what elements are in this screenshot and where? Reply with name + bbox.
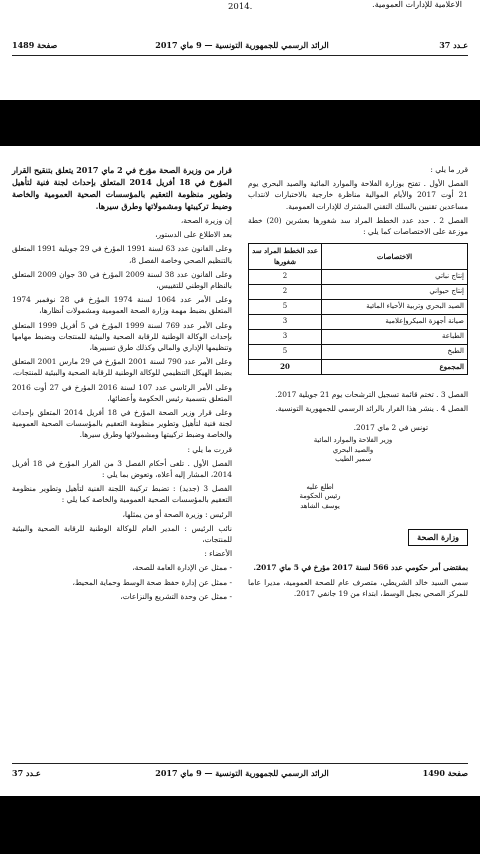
article-1: الفصل الأول . تفتح بوزارة الفلاحة والموارد المائية والصيد البحري يوم 21 أوت 2017 والأيام الموالية مناظرة خارجية بالاختبارات لانتداب مساعدين تقنيين بالسلك التقني المشترك للإدارات العمومية. <box>248 179 469 211</box>
footer-issue-number: عـدد 37 <box>12 768 41 778</box>
paragraph: بعد الاطلاع على الدستور، <box>155 230 232 240</box>
page-number: صفحة 1489 <box>12 40 58 50</box>
decision-intro: قرر ما يلي : <box>430 165 468 174</box>
footer-rule <box>12 763 468 764</box>
paragraph: الفصل الأول . تلغى أحكام الفصل 3 من القرار المؤرخ في 18 أفريل 2014، المشار إليه أعلاه، وتعوض بما يلي : <box>12 458 232 480</box>
paragraph: وعلى الأمر الرئاسي عدد 107 لسنة 2016 المؤرخ في 27 أوت 2016 المتعلق بتسمية رئيس الحكومة وأعضائها، <box>12 382 233 403</box>
list-item: - ممثل عن الإدارة العامة للصحة، <box>132 563 232 573</box>
col-header-count: عدد الخطط المراد سد شغورها <box>249 244 322 269</box>
article-3: الفصل 3 . تختم قائمة تسجيل الترشحات يوم 21 جويلية 2017. <box>275 389 468 399</box>
list-item: - ممثل عن إدارة حفظ صحة الوسط وحماية المحيط، <box>72 577 232 587</box>
paragraph: وعلى الأمر عدد 1064 لسنة 1974 المؤرخ في 28 نوفمبر 1974 المتعلق بضبط مهمة وزارة الصحة العمومية ومشمولات أنظارها، <box>12 295 232 316</box>
paragraph: قررت ما يلي : <box>187 444 232 454</box>
ministry-heading: وزارة الصحة <box>408 529 468 546</box>
minister-signature: وزير الفلاحة والموارد المائية والصيد البحري سمير الطيب <box>313 436 393 464</box>
left-column <box>12 164 232 605</box>
black-band-top <box>0 100 480 146</box>
header-rule <box>12 55 468 56</box>
cut-text-left: 2014. <box>228 2 253 12</box>
col-header-specialty: الاختصاصات <box>322 244 468 269</box>
list-item: - ممثل عن وحدة التشريع والنزاعات، <box>120 591 232 601</box>
paragraph: وعلى القانون عدد 63 لسنة 1991 المؤرخ في 29 جويلية 1991 المتعلق بالتنظيم الصحي وخاصة الفصل 8، <box>12 244 232 265</box>
table-row: صيانة أجهزة الميكروإعلامية 3 <box>249 314 468 329</box>
page-footer <box>12 768 468 782</box>
paragraph: وعلى قرار وزير الصحة المؤرخ في 18 أفريل 2014 المتعلق بإحداث لجنة فنية لتأهيل وتطوير منظومة التعقيم بالمؤسسات الصحية العمومية والخاصة وضبط تركيبتها ومشمولاتها وطرق سيرها. <box>12 408 232 440</box>
black-band-bottom <box>0 796 480 854</box>
previous-page-fragment <box>0 0 480 100</box>
pm-visa: اطلع عليه رئيس الحكومة يوسف الشاهد <box>299 482 341 510</box>
footer-page-number: صفحة 1490 <box>422 768 468 778</box>
paragraph: الأعضاء : <box>204 549 232 559</box>
paragraph: نائب الرئيس : المدير العام للوكالة الوطنية للرقابة الصحية والبيئية للمنتجات، <box>12 523 232 545</box>
gazette-title: الرائد الرسمي للجمهورية التونسية — 9 ماي 2017 <box>155 40 329 50</box>
signing-date: تونس في 2 ماي 2017. <box>353 423 428 433</box>
table-row: الطبخ 5 <box>249 344 468 359</box>
issue-number: عـدد 37 <box>439 40 468 50</box>
paragraph: وعلى الأمر عدد 769 لسنة 1999 المؤرخ في 5 أفريل 1999 المتعلق بإحداث الوكالة الوطنية للرقابة الصحية والبيئية للمنتجات وبضبط مهامها وتنظيمها الإداري والمالي وكذلك طرق تسييرها، <box>12 320 232 353</box>
cut-text-right: الاعلامية للإدارات العمومية. <box>372 0 462 9</box>
decision-title: قرار من وزيرة الصحة مؤرخ في 2 ماي 2017 يتعلق بتنقيح القرار المؤرخ في 18 أفريل 2014 المتعلق بإحداث لجنة فنية لتأهيل وتطوير منظومة التعقيم بالمؤسسات الصحية العمومية والخاصة وضبط تركيبتها ومشمولاتها وطرق سيرها. <box>12 165 232 211</box>
table-row: إنتاج حيواني 2 <box>249 284 468 299</box>
article-4: الفصل 4 . ينشر هذا القرار بالرائد الرسمي للجمهورية التونسية. <box>275 403 468 413</box>
table-total-row: المجموع 20 <box>249 359 468 374</box>
table-row: الصيد البحري وتربية الأحياء المائية 5 <box>249 299 468 314</box>
paragraph: وعلى القانون عدد 38 لسنة 2009 المؤرخ في 30 جوان 2009 المتعلق بالنظام الوطني للتقييس، <box>12 269 232 291</box>
right-column <box>248 164 468 602</box>
paragraph: الفصل 3 (جديد) : تضبط تركيبة اللجنة الفنية لتأهيل وتطوير منظومة التعقيم بالمؤسسات الصحية العمومية والخاصة كما يلي : <box>12 484 232 505</box>
decree-title: بمقتضى أمر حكومي عدد 566 لسنة 2017 مؤرخ في 5 ماي 2017. <box>253 563 468 573</box>
paragraph: الرئيس : وزيرة الصحة أو من يمثلها، <box>122 509 232 519</box>
article-2: الفصل 2 . حدد عدد الخطط المراد سد شغورها بعشرين (20) خطة موزعة على الاختصاصات كما يلي : <box>248 215 468 237</box>
footer-gazette-title: الرائد الرسمي للجمهورية التونسية — 9 ماي 2017 <box>155 768 329 778</box>
paragraph: إن وزيرة الصحة، <box>180 216 232 225</box>
table-row: إنتاج نباتي 2 <box>249 269 468 284</box>
table-row: الطباعة 3 <box>249 329 468 344</box>
previous-page-header <box>12 40 468 54</box>
decree-body: سمي السيد خالد الشريطي، متصرف عام للصحة العمومية، مديرا عاما للمركز الصحي بجبل الوسط، ابتداء من 19 جانفي 2017. <box>248 577 468 598</box>
specialties-table <box>248 243 468 374</box>
paragraph: وعلى الأمر عدد 790 لسنة 2001 المؤرخ في 29 مارس 2001 المتعلق بضبط الهيكل التنظيمي للوكالة الوطنية للرقابة الصحية والبيئية للمنتجات، <box>12 357 232 378</box>
